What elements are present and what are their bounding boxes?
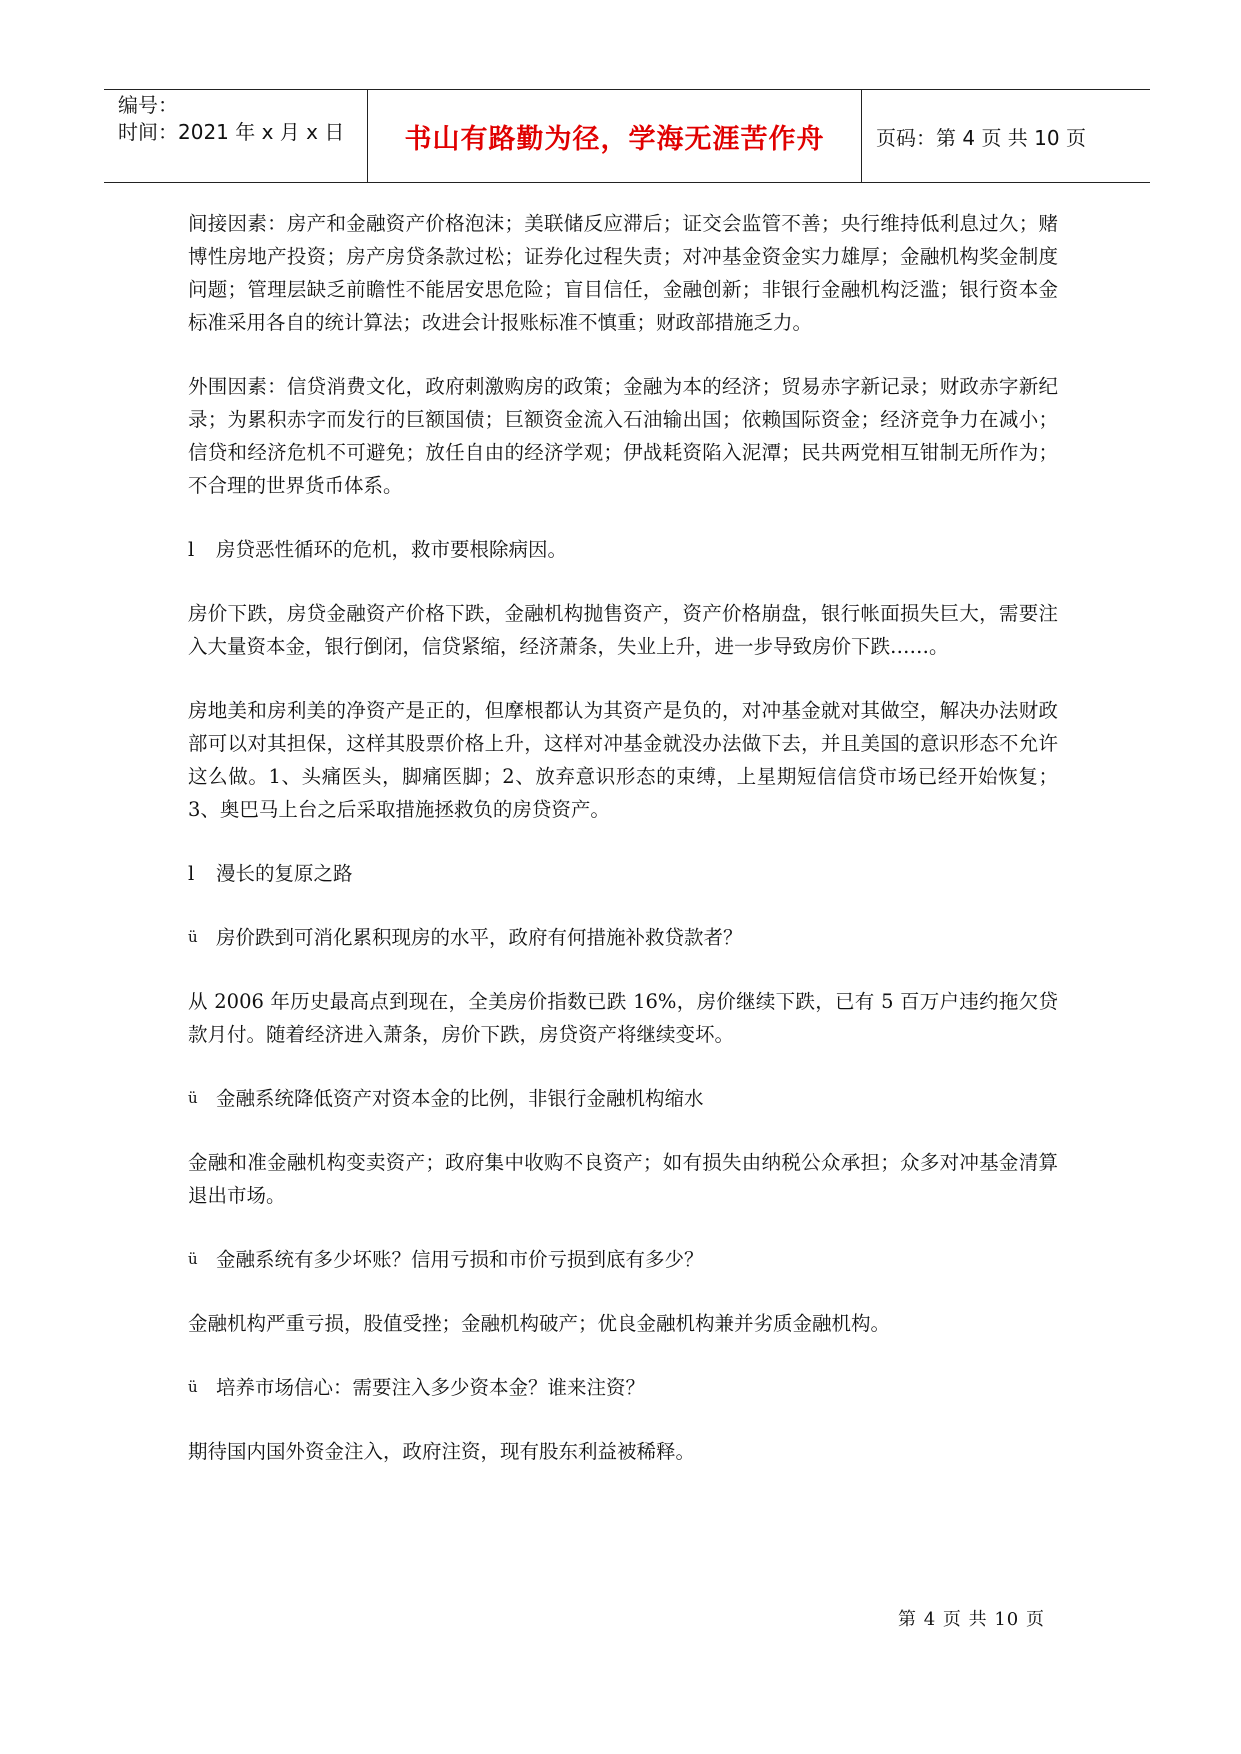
bullet-item [188, 533, 1058, 566]
sub-bullet-mark: ü [188, 1089, 198, 1107]
sub-bullet-mark: ü [188, 1250, 198, 1268]
header-info-cell [104, 90, 368, 182]
number-label: 编号： [118, 93, 178, 117]
sub-bullet-mark: ü [188, 1378, 198, 1396]
paragraph-external-factors: 外围因素：信贷消费文化，政府刺激购房的政策；金融为本的经济；贸易赤字新记录；财政赤字新纪录；为累积赤字而发行的巨额国债；巨额资金流入石油输出国；依赖国际资金；经济竞争力在减小；信贷和经济危机不可避免；放任自由的经济学观；伊战耗资陷入泥潭；民共两党相互钳制无所作为；不合理的世界货币体系。 [188, 375, 1058, 497]
sub-bullet-item [188, 1243, 1058, 1276]
bullet-text: 房贷恶性循环的危机，救市要根除病因。 [216, 538, 568, 561]
sub-bullet-text: 金融系统有多少坏账？信用亏损和市价亏损到底有多少？ [216, 1248, 704, 1271]
paragraph-fannie-freddie: 房地美和房利美的净资产是正的，但摩根都认为其资产是负的，对冲基金就对其做空，解决办法财政部可以对其担保，这样其股票价格上升，这样对冲基金就没办法做下去，并且美国的意识形态不允许这么做。1、头痛医头，脚痛医脚；2、放弃意识形态的束缚，上星期短信信贷市场已经开始恢复；3、奥巴马上台之后采取措施拯救负的房贷资产。 [188, 699, 1058, 821]
bullet-mark: l [188, 538, 195, 561]
paragraph-asset-sales: 金融和准金融机构变卖资产；政府集中收购不良资产；如有损失由纳税公众承担；众多对冲基金清算退出市场。 [188, 1151, 1058, 1207]
header-page-cell [862, 90, 1150, 182]
paragraph-losses: 金融机构严重亏损，股值受挫；金融机构破产；优良金融机构兼并劣质金融机构。 [188, 1312, 891, 1335]
sub-bullet-mark: ü [188, 928, 198, 946]
paragraph-indirect-factors: 间接因素：房产和金融资产价格泡沫；美联储反应滞后；证交会监管不善；央行维持低利息过久；赌博性房地产投资；房产房贷条款过松；证券化过程失责；对冲基金资金实力雄厚；金融机构奖金制度问题；管理层缺乏前瞻性不能居安思危险；盲目信任，金融创新；非银行金融机构泛滥；银行资本金标准采用各自的统计算法；改进会计报账标准不慎重；财政部措施乏力。 [188, 212, 1058, 334]
document-body [188, 207, 1058, 1499]
bullet-text: 漫长的复原之路 [216, 862, 353, 885]
sub-bullet-text: 培养市场信心：需要注入多少资本金？谁来注资？ [216, 1376, 646, 1399]
page-header [104, 89, 1150, 183]
sub-bullet-item [188, 921, 1058, 954]
sub-bullet-text: 金融系统降低资产对资本金的比例，非银行金融机构缩水 [216, 1087, 704, 1110]
paragraph-capital-injection: 期待国内国外资金注入，政府注资，现有股东利益被稀释。 [188, 1440, 696, 1463]
time-label: 时间：2021 年 x 月 x 日 [118, 120, 345, 144]
page-footer: 第 4 页 共 10 页 [898, 1609, 1045, 1630]
paragraph-home-price-index: 从 2006 年历史最高点到现在，全美房价指数已跌 16%，房价继续下跌，已有 5 百万户违约拖欠贷款月付。随着经济进入萧条，房价下跌，房贷资产将继续变坏。 [188, 990, 1058, 1046]
sub-bullet-item [188, 1082, 1058, 1115]
sub-bullet-text: 房价跌到可消化累积现房的水平，政府有何措施补救贷款者？ [216, 926, 743, 949]
header-motto-cell [368, 90, 862, 182]
paragraph-vicious-cycle: 房价下跌，房贷金融资产价格下跌，金融机构抛售资产，资产价格崩盘，银行帐面损失巨大，需要注入大量资本金，银行倒闭，信贷紧缩，经济萧条，失业上升，进一步导致房价下跌……。 [188, 602, 1058, 658]
bullet-mark: l [188, 862, 195, 885]
bullet-item [188, 857, 1058, 890]
page-indicator: 页码：第 4 页 共 10 页 [876, 125, 1086, 150]
sub-bullet-item [188, 1371, 1058, 1404]
motto-text: 书山有路勤为径，学海无涯苦作舟 [404, 123, 825, 155]
